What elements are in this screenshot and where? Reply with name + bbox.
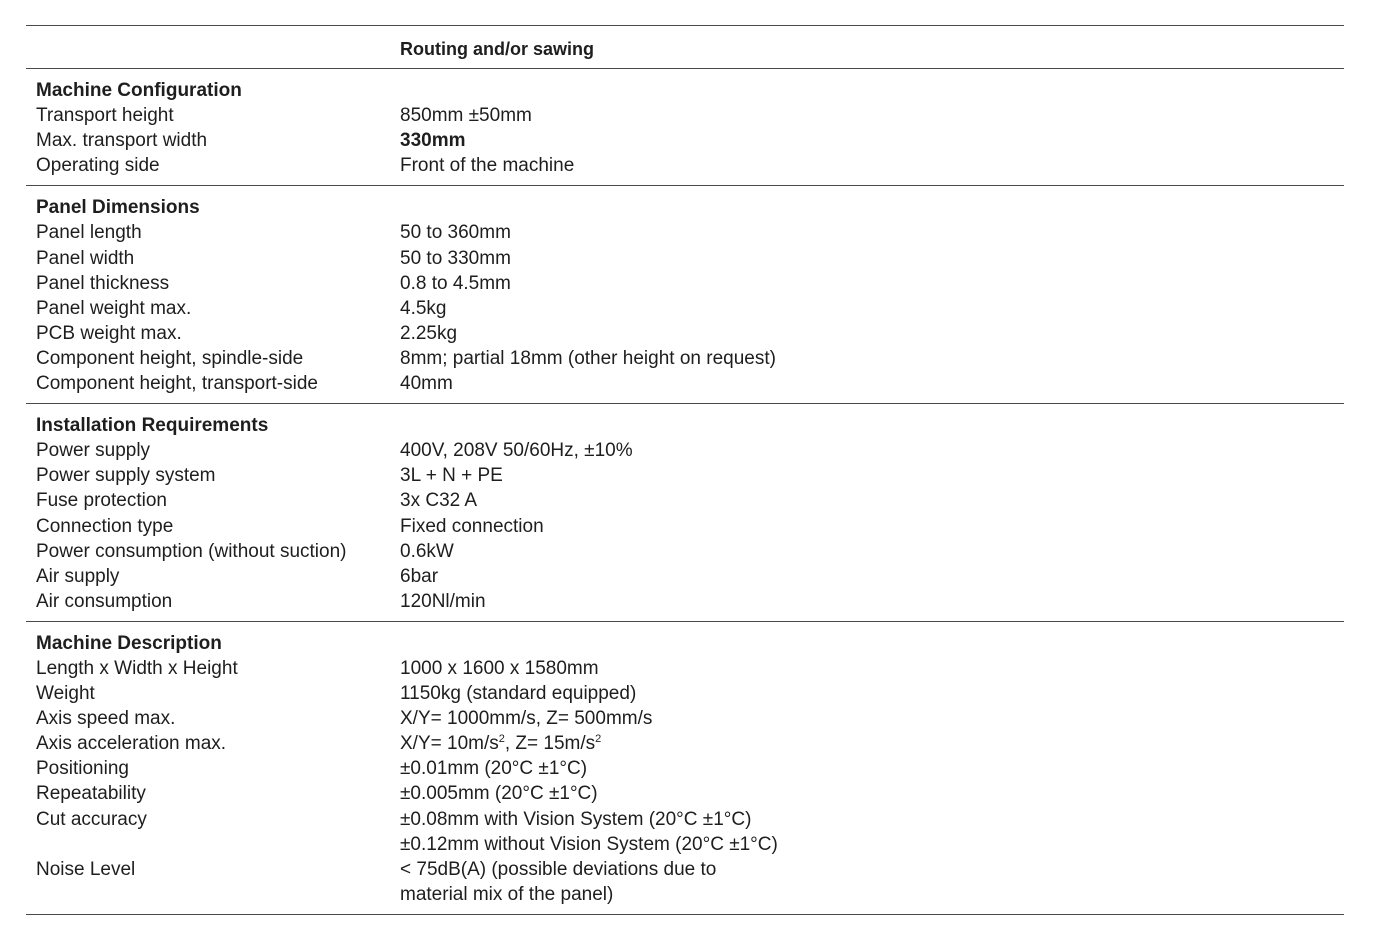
row-value	[400, 857, 1344, 907]
row-value: 400V, 208V 50/60Hz, ±10%	[400, 440, 633, 462]
row-label: Repeatability	[36, 783, 146, 805]
row-value: 330mm	[400, 130, 466, 152]
table-row	[26, 731, 1344, 756]
table-row	[26, 103, 1344, 128]
table-row	[26, 296, 1344, 321]
row-label: Noise Level	[36, 858, 136, 880]
value-xy-text: X/Y= 10m/s	[400, 733, 499, 755]
row-value: 50 to 330mm	[400, 247, 511, 269]
row-label: Panel thickness	[36, 272, 170, 294]
row-label: Transport height	[36, 105, 174, 127]
table-row	[26, 857, 1344, 907]
section-title: Installation Requirements	[36, 415, 269, 437]
table-row	[26, 539, 1344, 564]
row-label: Panel length	[36, 222, 142, 244]
spec-table	[26, 25, 1344, 915]
row-value: 0.8 to 4.5mm	[400, 272, 511, 294]
row-value: ±0.01mm (20°C ±1°C)	[400, 758, 588, 780]
row-label: Weight	[36, 683, 95, 705]
value-line: material mix of the panel)	[400, 883, 614, 905]
row-value: 50 to 360mm	[400, 222, 511, 244]
value-line: < 75dB(A) (possible deviations due to	[400, 858, 717, 880]
table-row	[26, 589, 1344, 614]
row-label: Axis speed max.	[36, 708, 176, 730]
table-row	[26, 346, 1344, 371]
value-line: ±0.08mm with Vision System (20°C ±1°C)	[400, 808, 752, 830]
table-row	[26, 321, 1344, 346]
table-row	[26, 656, 1344, 681]
value-line: ±0.12mm without Vision System (20°C ±1°C)	[400, 833, 778, 855]
row-value: 4.5kg	[400, 297, 447, 319]
value-xy-exponent: 2	[498, 733, 505, 746]
table-row	[26, 220, 1344, 245]
row-label: Power supply system	[36, 465, 216, 487]
row-label: Axis acceleration max.	[36, 733, 227, 755]
table-row	[26, 781, 1344, 806]
row-label: Cut accuracy	[36, 808, 147, 830]
table-header	[26, 26, 1344, 68]
row-value: 2.25kg	[400, 322, 458, 344]
table-bottom-rule	[26, 914, 1344, 915]
row-label: Power supply	[36, 440, 151, 462]
row-label: Panel width	[36, 247, 135, 269]
section-title: Panel Dimensions	[36, 197, 200, 219]
section-title: Machine Description	[36, 632, 222, 654]
row-label: Component height, spindle-side	[36, 347, 304, 369]
row-value: 3L + N + PE	[400, 465, 503, 487]
row-value: 3x C32 A	[400, 490, 478, 512]
row-value: 120Nl/min	[400, 590, 486, 612]
row-value: Front of the machine	[400, 155, 575, 177]
row-label: Panel weight max.	[36, 297, 192, 319]
row-label: Component height, transport-side	[36, 373, 318, 395]
row-label: Power consumption (without suction)	[36, 540, 347, 562]
column-header-label: Routing and/or sawing	[400, 39, 594, 59]
row-value: 6bar	[400, 565, 439, 587]
row-label: Air supply	[36, 565, 120, 587]
table-row	[26, 128, 1344, 153]
table-row	[26, 438, 1344, 463]
row-label: Air consumption	[36, 590, 173, 612]
table-row	[26, 153, 1344, 178]
table-row	[26, 756, 1344, 781]
table-row	[26, 681, 1344, 706]
table-row	[26, 463, 1344, 488]
row-value	[400, 807, 1344, 857]
table-row	[26, 807, 1344, 857]
row-label: Positioning	[36, 758, 129, 780]
section-panel-dimensions	[26, 186, 1344, 403]
row-value: 1000 x 1600 x 1580mm	[400, 657, 599, 679]
table-row	[26, 514, 1344, 539]
row-value: ±0.005mm (20°C ±1°C)	[400, 783, 598, 805]
row-value: 8mm; partial 18mm (other height on request)	[400, 347, 776, 369]
row-label: PCB weight max.	[36, 322, 182, 344]
value-z-text: , Z= 15m/s	[504, 733, 596, 755]
table-row	[26, 564, 1344, 589]
row-label: Operating side	[36, 155, 160, 177]
row-value	[400, 731, 1344, 756]
row-label: Connection type	[36, 515, 174, 537]
row-value: 40mm	[400, 373, 453, 395]
row-label: Length x Width x Height	[36, 657, 238, 679]
table-row	[26, 271, 1344, 296]
row-value: X/Y= 1000mm/s, Z= 500mm/s	[400, 708, 653, 730]
table-row	[26, 488, 1344, 513]
row-value: Fixed connection	[400, 515, 544, 537]
section-machine-configuration	[26, 69, 1344, 185]
table-row	[26, 246, 1344, 271]
row-label: Max. transport width	[36, 130, 208, 152]
section-title: Machine Configuration	[36, 80, 242, 101]
table-row	[26, 371, 1344, 396]
section-installation-requirements	[26, 404, 1344, 621]
table-row	[26, 706, 1344, 731]
row-value: 850mm ±50mm	[400, 105, 532, 127]
section-machine-description	[26, 622, 1344, 914]
row-value: 1150kg (standard equipped)	[400, 683, 637, 705]
row-label: Fuse protection	[36, 490, 167, 512]
value-z-exponent: 2	[595, 733, 602, 746]
row-value: 0.6kW	[400, 540, 454, 562]
